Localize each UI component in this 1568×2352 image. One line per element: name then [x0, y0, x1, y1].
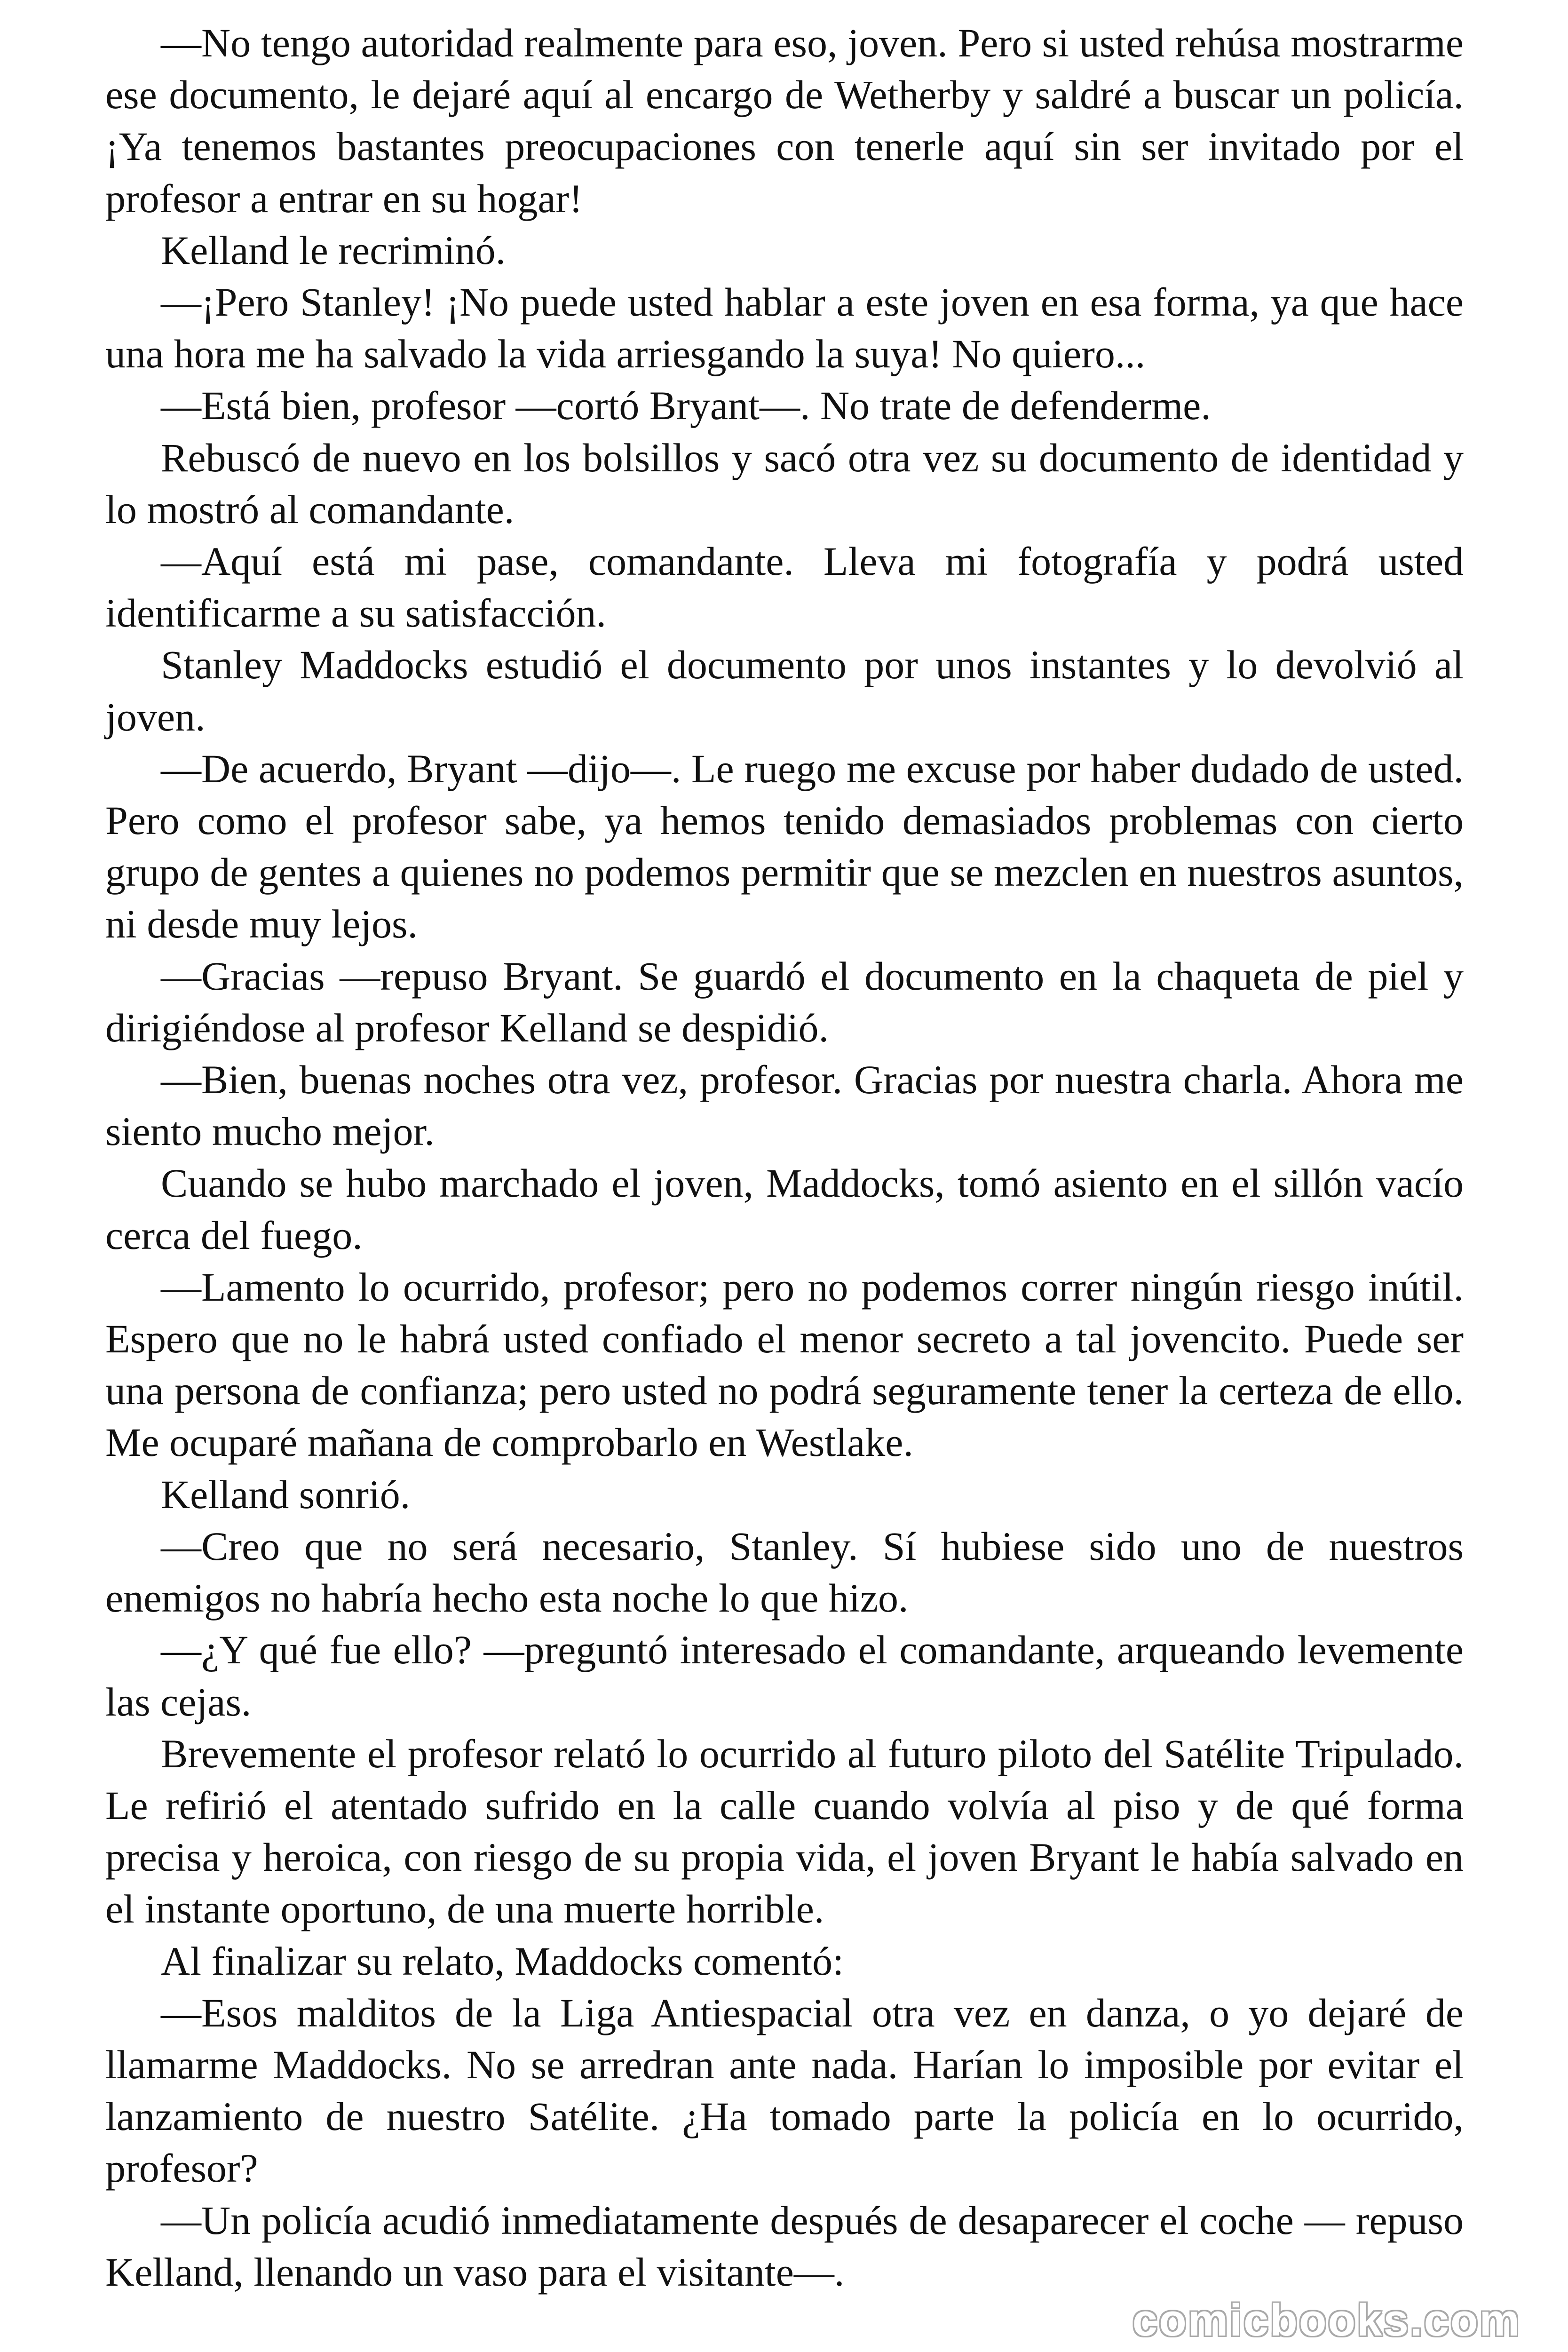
paragraph: —¡Pero Stanley! ¡No puede usted hablar a este joven en esa forma, ya que hace una hora me ha salvado la vida arriesgando la suya! No quiero... — [105, 279, 1464, 377]
paragraph: Al finalizar su relato, Maddocks comentó: — [161, 1938, 844, 1984]
paragraph: —Aquí está mi pase, comandante. Lleva mi fotografía y podrá usted identificarme a su satisfacción. — [105, 539, 1464, 636]
paragraph: Kelland le recriminó. — [161, 227, 506, 273]
paragraph: Kelland sonrió. — [161, 1471, 411, 1517]
paragraph: —Esos malditos de la Liga Antiespacial otra vez en danza, o yo dejaré de llamarme Maddocks. No se arredran ante nada. Harían lo imposible por evitar el lanzamiento de nuestro Satélite. ¿Ha tomado parte la policía en lo ocurrido, profesor? — [105, 1990, 1464, 2191]
paragraph: Rebuscó de nuevo en los bolsillos y sacó otra vez su documento de identidad y lo mostró al comandante. — [105, 435, 1464, 532]
paragraph: —Lamento lo ocurrido, profesor; pero no podemos correr ningún riesgo inútil. Espero que no le habrá usted confiado el menor secreto a tal jovencito. Puede ser una persona de confianza; pero usted no podrá seguramente tener la certeza de ello. Me ocuparé mañana de comprobarlo en Westlake. — [105, 1264, 1464, 1465]
paragraph: Stanley Maddocks estudió el documento por unos instantes y lo devolvió al joven. — [105, 642, 1464, 739]
watermark: comicbooks.com — [1132, 2295, 1521, 2345]
paragraph: Brevemente el profesor relató lo ocurrido al futuro piloto del Satélite Tripulado. Le refirió el atentado sufrido en la calle cuando volvía al piso y de qué forma precisa y heroica, con riesgo de su propia vida, el joven Bryant le había salvado en el instante oportuno, de una muerte horrible. — [105, 1731, 1464, 1932]
paragraph: —De acuerdo, Bryant —dijo—. Le ruego me excuse por haber dudado de usted. Pero como el profesor sabe, ya hemos tenido demasiados problemas con cierto grupo de gentes a quienes no podemos permitir que se mezclen en nuestros asuntos, ni desde muy lejos. — [105, 746, 1464, 947]
paragraph: —Gracias —repuso Bryant. Se guardó el documento en la chaqueta de piel y dirigiéndose al profesor Kelland se despidió. — [105, 953, 1464, 1050]
paragraph: —¿Y qué fue ello? —preguntó interesado el comandante, arqueando levemente las cejas. — [105, 1627, 1464, 1724]
paragraph: —Un policía acudió inmediatamente después de desaparecer el coche — repuso Kelland, llenando un vaso para el visitante—. — [105, 2197, 1464, 2295]
paragraph: Cuando se hubo marchado el joven, Maddocks, tomó asiento en el sillón vacío cerca del fuego. — [105, 1160, 1464, 1258]
paragraph: —Creo que no será necesario, Stanley. Sí hubiese sido uno de nuestros enemigos no habría hecho esta noche lo que hizo. — [105, 1523, 1464, 1621]
paragraph: —No tengo autoridad realmente para eso, joven. Pero si usted rehúsa mostrarme ese documento, le dejaré aquí al encargo de Wetherby y saldré a buscar un policía. ¡Ya tenemos bastantes preocupaciones con tenerle aquí sin ser invitado por el profesor a entrar en su hogar! — [105, 20, 1464, 221]
body-text — [105, 17, 1464, 2298]
paragraph: —Está bien, profesor —cortó Bryant—. No trate de defenderme. — [161, 383, 1211, 429]
paragraph: —Bien, buenas noches otra vez, profesor. Gracias por nuestra charla. Ahora me siento mucho mejor. — [105, 1057, 1464, 1154]
